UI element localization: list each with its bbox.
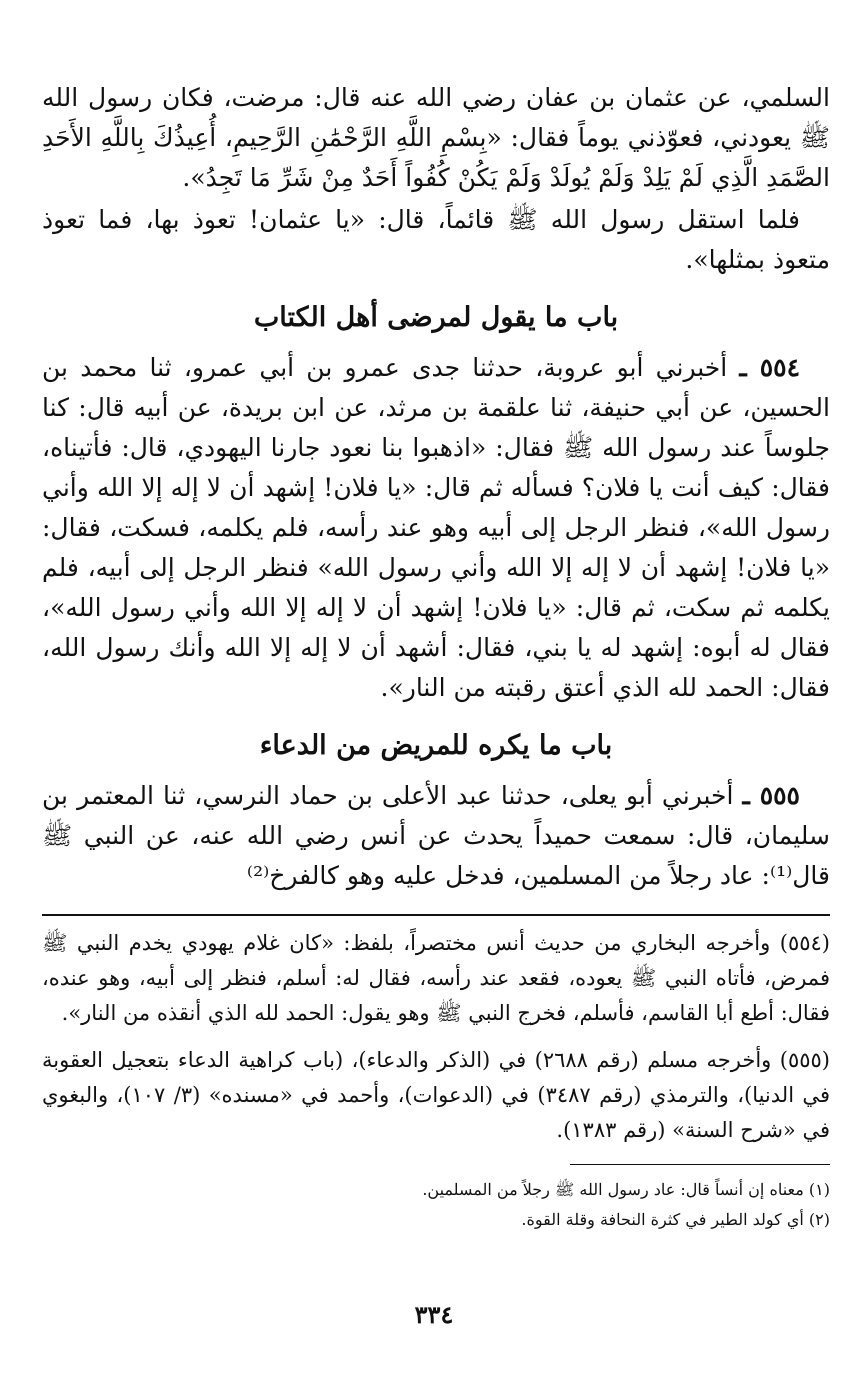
page-number: ٣٣٤ (414, 1300, 454, 1329)
footnotes-divider (570, 1164, 830, 1165)
hadith-number-554: ٥٥٤ ـ (739, 353, 801, 382)
hadith-text-554: أخبرني أبو عروبة، حدثنا جدى عمرو بن أبي عمرو، ثنا محمد بن الحسين، عن أبي حنيفة، ثنا علقمة بن مرثد، عن ابن بريدة، عن أبيه قال: كنا جلوساً عند رسول الله ﷺ فقال: «اذهبوا بنا نعود جارنا اليهودي، قال: فأتيناه، فقال: كيف أنت يا فلان؟ فسأله ثم قال: «يا فلان! إشهد أن لا إله إلا الله وأني رسول الله»، فنظر الرجل إلى أبيه وهو عند رأسه، فلم يكلمه، فسكت، فقال: «يا فلان! إشهد أن لا إله إلا الله وأني رسول الله» فنظر الرجل إلى أبيه، فلم يكلمه ثم سكت، ثم قال: «يا فلان! إشهد أن لا إله إلا الله وأني رسول الله»، فقال له أبوه: إشهد له يا بني، فقال: أشهد أن لا إله إلا الله وأنك رسول الله، فقال: الحمد لله الذي أعتق رقبته من النار». (42, 353, 830, 702)
paragraph-continuation: السلمي، عن عثمان بن عفان رضي الله عنه قال: مرضت، فكان رسول الله ﷺ يعودني، فعوّذني يوماً فقال: «بِسْمِ اللَّهِ الرَّحْمَٰنِ الرَّحِيمِ، أُعِيذُكَ بِاللَّهِ الأَحَدِ الصَّمَدِ الَّذِي لَمْ يَلِدْ وَلَمْ يُولَدْ وَلَمْ يَكُنْ كُفُواً أَحَدٌ مِنْ شَرِّ مَا تَجِدُ». (42, 83, 830, 192)
footnote-1: (١) معناه إن أنساً قال: عاد رسول الله ﷺ رجلاً من المسلمين. (422, 1180, 830, 1199)
section-heading-dua: باب ما يكره للمريض من الدعاء (259, 730, 613, 761)
note-554: (٥٥٤) وأخرجه البخاري من حديث أنس مختصراً، بلفظ: «كان غلام يهودي يخدم النبي ﷺ فمرض، فأتاه النبي ﷺ يعوده، فقعد عند رأسه، فقال له: أسلم، فنظر إلى أبيه، وهو عنده، فقال: أطع أبا القاسم، فأسلم، فخرج النبي ﷺ وهو يقول: الحمد لله الذي أنقذه من النار». (42, 931, 830, 1025)
hadith-555 (42, 776, 830, 896)
paragraph-uthman: فلما استقل رسول الله ﷺ قائماً، قال: «يا عثمان! تعوذ بها، فما تعوذ متعوذ بمثلها». (42, 205, 830, 274)
hadith-number-555: ٥٥٥ ـ (742, 781, 800, 810)
notes-divider (42, 914, 830, 916)
footnote-2: (٢) أي كولد الطير في كثرة النحافة وقلة القوة. (521, 1210, 830, 1229)
hadith-text-555: أخبرني أبو يعلى، حدثنا عبد الأعلى بن حماد النرسي، ثنا المعتمر بن سليمان، قال: سمعت حميداً يحدث عن أنس رضي الله عنه، عن النبي ﷺ قال⁽¹⁾: عاد رجلاً من المسلمين، فدخل عليه وهو كالفرخ⁽²⁾ (42, 781, 830, 890)
note-555: (٥٥٥) وأخرجه مسلم (رقم ٢٦٨٨) في (الذكر والدعاء)، (باب كراهية الدعاء بتعجيل العقوبة في الدنيا)، والترمذي (رقم ٣٤٨٧) في (الدعوات)، وأحمد في «مسنده» (٣/ ١٠٧)، والبغوي في «شرح السنة» (رقم ١٣٨٣). (42, 1048, 830, 1142)
hadith-554 (42, 348, 830, 708)
section-heading-ahl-al-kitab: باب ما يقول لمرضى أهل الكتاب (253, 302, 619, 333)
